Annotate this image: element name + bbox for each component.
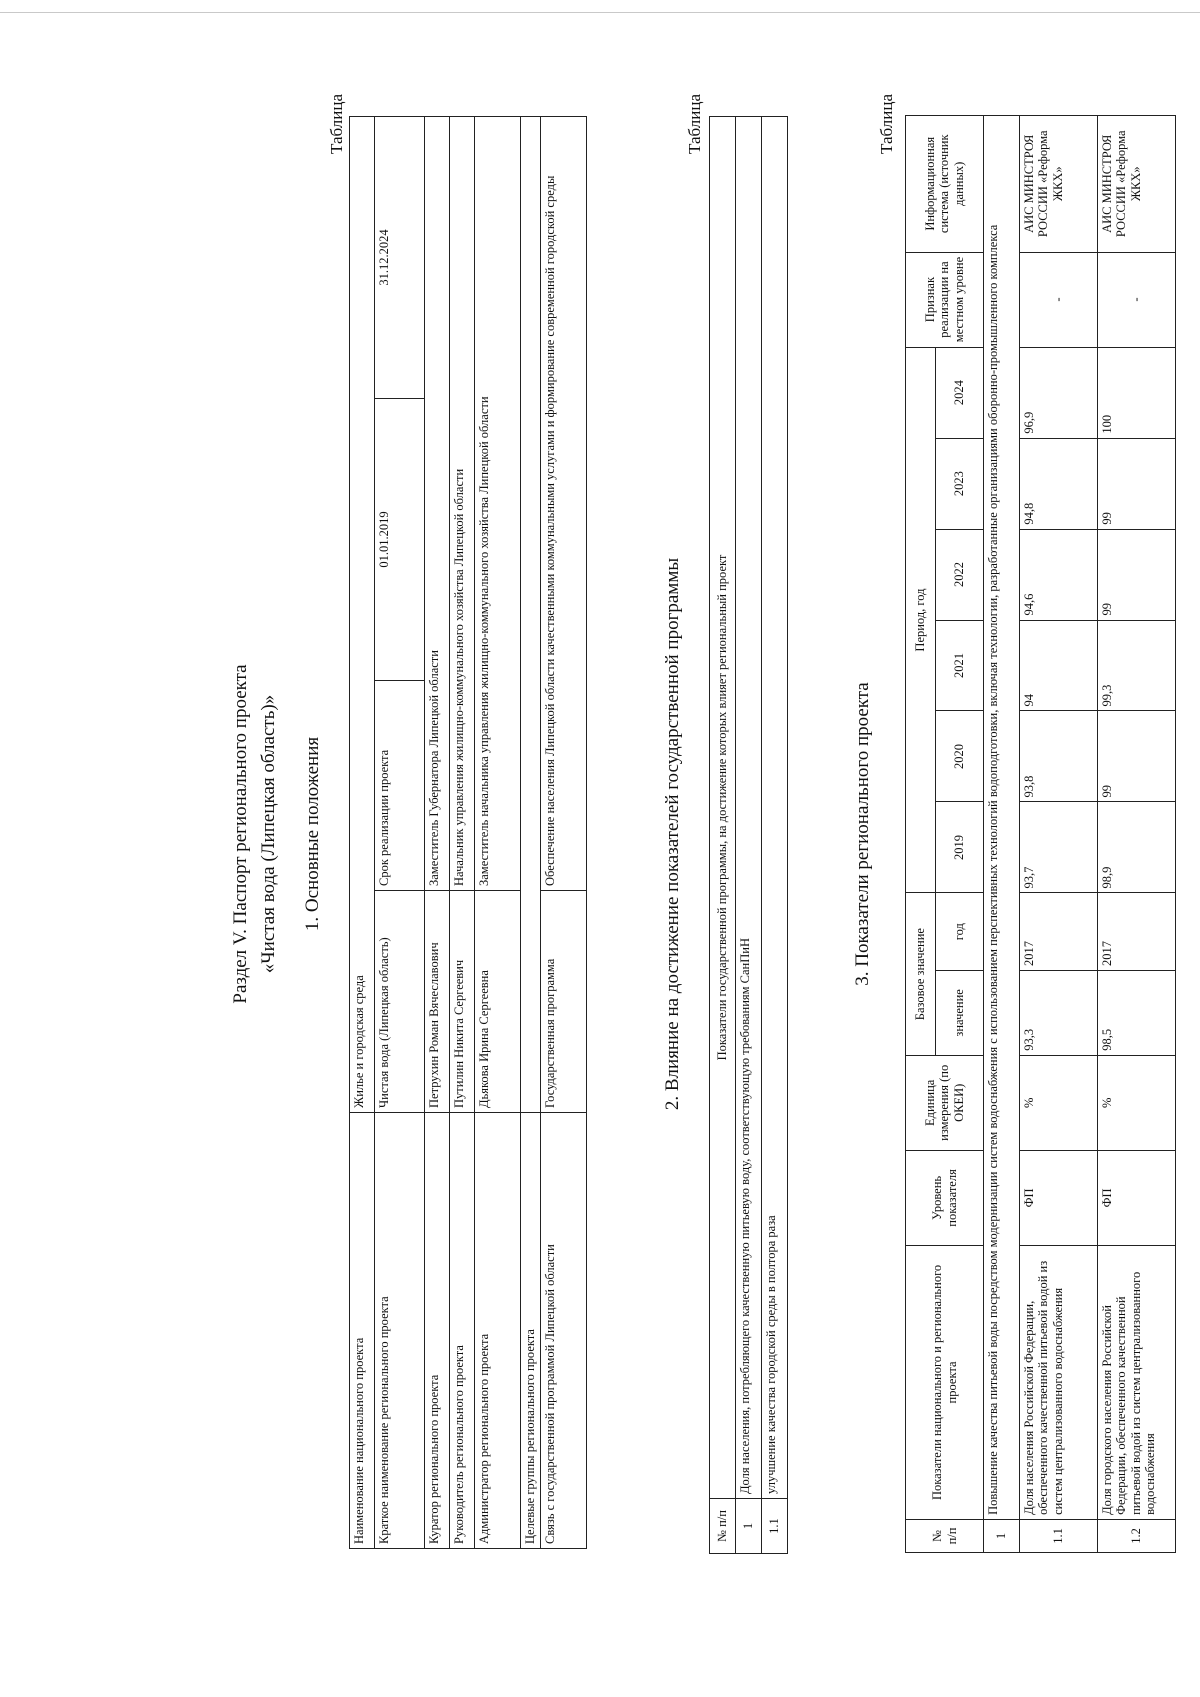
row-base-year: 2017 — [1098, 893, 1176, 971]
hdr-info: Информационная система (источник данных) — [906, 116, 984, 253]
row-value: 98,9 — [1098, 802, 1176, 893]
hdr-year: 2020 — [936, 711, 984, 802]
period-start: 01.01.2019 — [375, 399, 425, 681]
admin-position: Заместитель начальника управления жилищно-коммунального хозяйства Липецкой области — [475, 116, 521, 890]
row-local: - — [1098, 252, 1176, 347]
short-name-label: Краткое наименование регионального проекта — [375, 1113, 425, 1549]
rotated-page — [225, 94, 1200, 1574]
leader-label: Руководитель регионального проекта — [450, 1113, 475, 1549]
link-goal: Обеспечение населения Липецкой области качественными коммунальными услугами и формирование современной городской среды — [541, 116, 587, 890]
row-value: 99 — [1098, 529, 1176, 620]
row-indicator-name: Доля городского населения Российской Федерации, обеспеченного качественной питьевой водой из систем централизованного водоснабжения — [1098, 1245, 1176, 1519]
row-level: ФП — [1020, 1150, 1098, 1245]
task-num: 1 — [984, 1519, 1020, 1552]
project-indicators-table — [905, 115, 1176, 1553]
hdr-num: № п/п — [906, 1519, 984, 1552]
row-value: 99 — [1098, 438, 1176, 529]
national-name-value: Жилье и городская среда — [350, 116, 375, 1112]
row-num: 1.1 — [1020, 1519, 1098, 1552]
row-value: 94,6 — [1020, 529, 1098, 620]
row-level: ФП — [1098, 1150, 1176, 1245]
national-name-label: Наименование национального проекта — [350, 1113, 375, 1549]
row-value: 94 — [1020, 620, 1098, 711]
curator-position: Заместитель Губернатора Липецкой области — [425, 116, 450, 890]
row-info: АИС МИНСТРОЯ РОССИИ «Реформа ЖКХ» — [1098, 116, 1176, 253]
hdr-year: 2022 — [936, 529, 984, 620]
row-indicator-name: Доля населения Российской Федерации, обеспеченного качественной питьевой водой из систем централизованного водоснабжения — [1020, 1245, 1098, 1519]
indicator-row-text: Доля населения, потребляющего качественную питьевую воду, соответствующую требованиям СанПиН — [736, 117, 762, 1499]
section-title: Раздел V. Паспорт регионального проекта — [230, 664, 251, 1004]
leader-name: Путилин Никита Сергеевич — [450, 891, 475, 1113]
hdr-year: 2024 — [936, 347, 984, 438]
row-value: 93,8 — [1020, 711, 1098, 802]
part3-heading: 3. Показатели регионального проекта — [852, 682, 873, 986]
row-value: 99 — [1098, 711, 1176, 802]
indicator-row-num: 1 — [736, 1499, 762, 1554]
row-base-value: 98,5 — [1098, 970, 1176, 1055]
col-indicator-header: Показатели государственной программы, на достижение которых влияет региональный проект — [710, 117, 736, 1499]
admin-label: Администратор регионального проекта — [475, 1113, 521, 1549]
target-groups-label: Целевые группы регионального проекта — [521, 1113, 541, 1549]
period-end: 31.12.2024 — [375, 116, 425, 398]
row-value: 96,9 — [1020, 347, 1098, 438]
row-value: 94,8 — [1020, 438, 1098, 529]
row-value: 93,7 — [1020, 802, 1098, 893]
curator-label: Куратор регионального проекта — [425, 1113, 450, 1549]
indicator-row-text: улучшение качества городской среды в полтора раза — [762, 117, 788, 1499]
link-program: Государственная программа — [541, 891, 587, 1113]
row-local: - — [1020, 252, 1098, 347]
link-label: Связь с государственной программой Липецкой области — [541, 1113, 587, 1549]
target-groups-value — [521, 116, 541, 1112]
scan-edge-line — [0, 12, 1200, 13]
row-unit: % — [1098, 1055, 1176, 1150]
task-text: Повышение качества питьевой воды посредством модернизации систем водоснабжения с использованием перспективных технологий водоподготовки, включая технологии, разработанные организациями оборонно-промышленного комплекса — [984, 116, 1020, 1520]
period-label: Срок реализации проекта — [375, 681, 425, 891]
hdr-year: 2019 — [936, 802, 984, 893]
curator-name: Петрухин Роман Вячеславович — [425, 891, 450, 1113]
hdr-year: 2023 — [936, 438, 984, 529]
part2-table-label: Таблица — [685, 94, 704, 154]
section-subtitle: «Чистая вода (Липецкая область)» — [258, 694, 279, 974]
hdr-base-year: год — [936, 893, 984, 971]
part3-table-label: Таблица — [877, 94, 896, 154]
hdr-year: 2021 — [936, 620, 984, 711]
hdr-level: Уровень показателя — [906, 1150, 984, 1245]
part2-heading: 2. Влияние на достижение показателей государственной программы — [662, 557, 683, 1111]
row-value: 99,3 — [1098, 620, 1176, 711]
hdr-local: Признак реализации на местном уровне — [906, 252, 984, 347]
row-num: 1.2 — [1098, 1519, 1176, 1552]
leader-position: Начальник управления жилищно-коммунального хозяйства Липецкой области — [450, 116, 475, 890]
col-num-header: № п/п — [710, 1499, 736, 1554]
row-unit: % — [1020, 1055, 1098, 1150]
row-base-value: 93,3 — [1020, 970, 1098, 1055]
short-name-value: Чистая вода (Липецкая область) — [375, 891, 425, 1113]
program-indicators-table — [709, 116, 788, 1554]
indicator-row-num: 1.1 — [762, 1499, 788, 1554]
hdr-unit: Единица измерения (по ОКЕИ) — [906, 1055, 984, 1150]
part1-table-label: Таблица — [327, 94, 346, 154]
admin-name: Дьякова Ирина Сергеевна — [475, 891, 521, 1113]
hdr-period: Период, год — [906, 347, 936, 893]
row-base-year: 2017 — [1020, 893, 1098, 971]
basic-info-table — [349, 116, 587, 1549]
row-info: АИС МИНСТРОЯ РОССИИ «Реформа ЖКХ» — [1020, 116, 1098, 253]
hdr-indicator: Показатели национального и регионального проекта — [906, 1245, 984, 1519]
hdr-base: Базовое значение — [906, 893, 936, 1055]
part1-heading: 1. Основные положения — [302, 736, 323, 932]
hdr-base-value: значение — [936, 970, 984, 1055]
row-value: 100 — [1098, 347, 1176, 438]
